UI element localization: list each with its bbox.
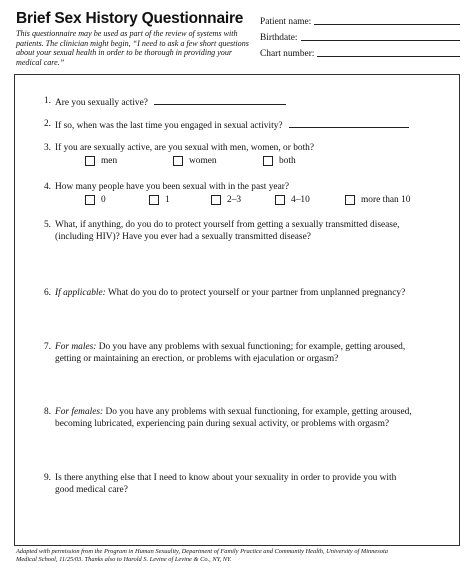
option-more-than-10[interactable] (345, 195, 410, 205)
question-text-line-2: becoming lubricated, experiencing pain during sexual activity, or problems with orgasm? (55, 419, 390, 429)
question-number: 7. (43, 342, 51, 352)
question-number: 2. (43, 119, 51, 129)
option-0[interactable] (85, 195, 106, 205)
birthdate-label: Birthdate: (260, 33, 298, 43)
footer-line-1: Adapted with permission from the Program in Human Sexuality, Department of Family Practice and Community Health, University of Minnesota (16, 548, 388, 555)
option-label: both (279, 156, 296, 166)
checkbox[interactable] (275, 195, 285, 205)
question-text-line-2: good medical care? (55, 485, 128, 495)
question-text-line-2: (including HIV)? Have you ever had a sexually transmitted disease? (55, 232, 311, 242)
question-text: How many people have you been sexual with in the past year? (55, 182, 290, 192)
checkbox[interactable] (211, 195, 221, 205)
option-women[interactable] (173, 156, 217, 166)
options-question-3 (61, 156, 361, 168)
checkbox[interactable] (85, 195, 95, 205)
option-label: 4–10 (291, 195, 310, 205)
question-5 (37, 219, 447, 245)
option-label: women (189, 156, 217, 166)
form-title: Brief Sex History Questionnaire (16, 10, 244, 27)
question-lead: For females: (55, 407, 104, 417)
patient-name-field[interactable] (260, 11, 460, 27)
question-text: If so, when was the last time you engaged in sexual activity? (55, 121, 283, 131)
form-header (14, 8, 460, 68)
checkbox[interactable] (149, 195, 159, 205)
question-7 (37, 341, 447, 367)
chart-number-line[interactable] (317, 47, 460, 57)
question-text-line-1: Do you have any problems with sexual functioning; for example, getting aroused, (96, 342, 406, 352)
chart-number-label: Chart number: (260, 49, 315, 59)
checkbox[interactable] (85, 156, 95, 166)
question-text: Are you sexually active? (55, 98, 148, 108)
option-1[interactable] (149, 195, 170, 205)
question-text-line-1: What, if anything, do you do to protect yourself from getting a sexually transmitted disease, (55, 220, 400, 230)
option-label: 0 (101, 195, 106, 205)
question-text-line-1: Is there anything else that I need to know about your sexuality in order to provide you with (55, 473, 397, 483)
patient-info (260, 11, 460, 59)
birthdate-field[interactable] (260, 27, 460, 43)
question-number: 3. (43, 143, 51, 153)
checkbox[interactable] (173, 156, 183, 166)
question-number: 9. (43, 473, 51, 483)
question-number: 1. (43, 96, 51, 106)
question-text-line-2: getting or maintaining an erection, or problems with ejaculation or orgasm? (55, 354, 339, 364)
question-number: 5. (43, 220, 51, 230)
question-text: What do you do to protect yourself or your partner from unplanned pregnancy? (105, 288, 406, 298)
intro-text: This questionnaire may be used as part of the review of systems with patients. The clinician might begin, “I need to ask a few short questions about your sexual health in order to be thorough in providing your medical care.” (16, 29, 249, 67)
option-label: men (101, 156, 118, 166)
footer-line-2: Medical School, 11/25/03. Thanks also to Harold S. Levine of Levine & Co., NY, NY. (16, 556, 232, 563)
patient-name-label: Patient name: (260, 17, 312, 27)
question-lead: If applicable: (55, 288, 106, 298)
question-text-line-1: Do you have any problems with sexual functioning, for example, getting aroused, (103, 407, 412, 417)
option-4-10[interactable] (275, 195, 310, 205)
option-2-3[interactable] (211, 195, 241, 205)
questions-frame (14, 74, 460, 546)
answer-line[interactable] (154, 95, 286, 105)
options-question-4 (61, 195, 451, 207)
question-lead: For males: (55, 342, 97, 352)
chart-number-field[interactable] (260, 43, 460, 59)
question-text: If you are sexually active, are you sexual with men, women, or both? (55, 143, 315, 153)
option-label: more than 10 (361, 195, 411, 205)
question-9 (37, 472, 447, 498)
checkbox[interactable] (263, 156, 273, 166)
option-men[interactable] (85, 156, 117, 166)
question-number: 4. (43, 182, 51, 192)
question-8 (37, 406, 447, 432)
checkbox[interactable] (345, 195, 355, 205)
birthdate-line[interactable] (301, 31, 461, 41)
answer-line[interactable] (289, 118, 409, 128)
question-number: 8. (43, 407, 51, 417)
option-both[interactable] (263, 156, 296, 166)
question-number: 6. (43, 288, 51, 298)
footer-credit (16, 548, 456, 564)
option-label: 1 (165, 195, 170, 205)
patient-name-line[interactable] (314, 15, 460, 25)
option-label: 2–3 (227, 195, 242, 205)
